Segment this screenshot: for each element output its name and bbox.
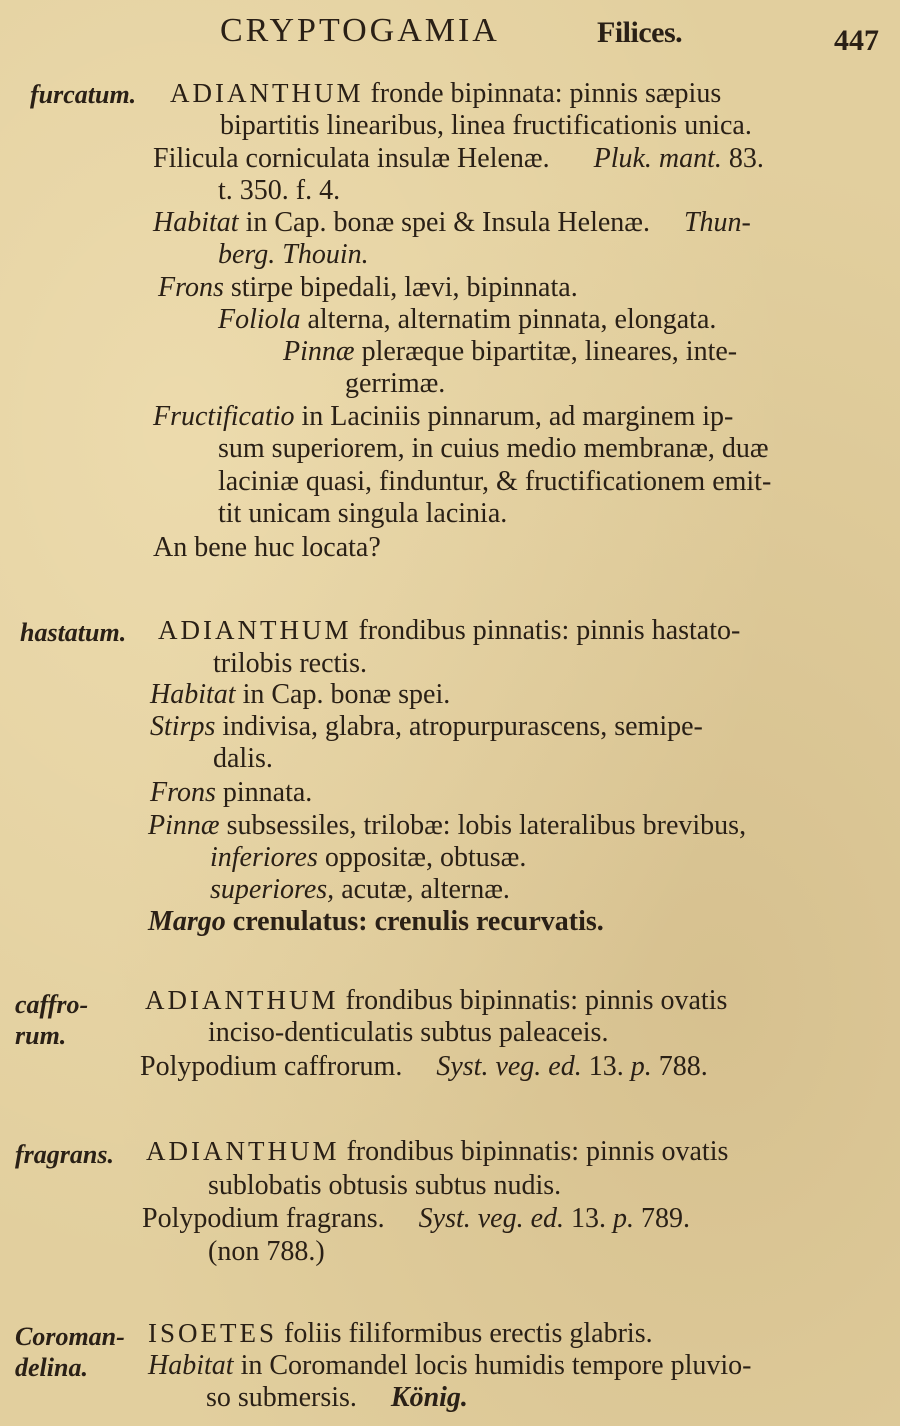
running-header <box>0 10 900 60</box>
term-text: stirpe bipedali, lævi, bipinnata. <box>230 272 578 303</box>
description-line: dalis. <box>213 743 273 774</box>
habitat-text: in Cap. bonæ spei & Insula Helenæ. <box>245 207 650 238</box>
description-line <box>148 810 746 841</box>
genus-name: ADIANTHUM <box>158 615 352 645</box>
synonym-text: Filicula corniculata insulæ Helenæ. <box>153 143 550 174</box>
description-line <box>148 906 604 937</box>
margin-name: caffro- <box>15 990 89 1019</box>
margin-name: delina. <box>15 1353 88 1382</box>
synonym-reference: Pluk. mant. <box>593 143 722 174</box>
description-line <box>218 304 716 335</box>
diagnosis-line: bipartitis linearibus, linea fructificationis unica. <box>220 110 752 141</box>
description-line <box>283 336 737 367</box>
description-line: laciniæ quasi, finduntur, & fructificationem emit- <box>218 466 772 497</box>
term-text: in Laciniis pinnarum, ad marginem ip- <box>301 401 734 432</box>
synonym-line <box>153 143 764 174</box>
habitat-label: Habitat <box>153 207 239 238</box>
synonym-line: t. 350. f. 4. <box>218 175 341 206</box>
diagnosis-text: fronde bipinnata: pinnis sæpius <box>370 78 722 109</box>
diagnosis-text: frondibus bipinnatis: pinnis ovatis <box>346 1136 729 1167</box>
synonym-line <box>142 1203 690 1234</box>
term-text: crenulatus: crenulis recurvatis. <box>232 906 604 937</box>
description-line: sum superiorem, in cuius medio membranæ, duæ <box>218 433 769 464</box>
term-text: pinnata. <box>222 777 313 808</box>
page-number: 447 <box>834 24 879 57</box>
margin-name: hastatum. <box>20 618 127 647</box>
header-subtitle: Filices. <box>597 16 683 49</box>
margin-name: furcatum. <box>30 80 137 109</box>
term-text: acutæ, alternæ. <box>341 874 510 905</box>
description-line <box>150 711 703 742</box>
diagnosis-line: sublobatis obtusis subtus nudis. <box>208 1170 562 1201</box>
description-line: tit unicam singula lacinia. <box>218 498 508 529</box>
genus-name: ADIANTHUM <box>146 1136 340 1166</box>
term-label: Frons <box>150 777 216 808</box>
habitat-author: Thun- <box>683 207 751 238</box>
habitat-line <box>206 1382 468 1413</box>
synonym-page: 788. <box>658 1051 708 1082</box>
diagnosis-line <box>158 615 740 646</box>
term-label: Frons <box>158 272 224 303</box>
term-text: subsessiles, trilobæ: lobis lateralibus brevibus, <box>226 810 747 841</box>
description-line <box>150 777 312 808</box>
term-text: oppositæ, obtusæ. <box>324 842 527 873</box>
habitat-line <box>218 239 369 270</box>
diagnosis-text: frondibus pinnatis: pinnis hastato- <box>358 615 741 646</box>
synonym-page: 789. <box>641 1203 691 1234</box>
diagnosis-line: trilobis rectis. <box>213 648 367 679</box>
term-label: Stirps <box>150 711 216 742</box>
diagnosis-line <box>146 1136 728 1167</box>
habitat-author: Thouin. <box>282 239 369 270</box>
synonym-edition: 13. <box>588 1051 624 1082</box>
diagnosis-line <box>170 78 721 109</box>
genus-name: ADIANTHUM <box>145 985 339 1015</box>
description-line <box>210 874 510 905</box>
diagnosis-text: foliis filiformibus erectis glabris. <box>284 1318 653 1349</box>
term-label: Pinnæ <box>283 336 355 367</box>
term-text: alterna, alternatim pinnata, elongata. <box>307 304 717 335</box>
habitat-text: in Coromandel locis humidis tempore pluvio- <box>240 1350 752 1381</box>
term-label: superiores, <box>210 874 335 905</box>
term-label: inferiores <box>210 842 318 873</box>
diagnosis-text: frondibus bipinnatis: pinnis ovatis <box>345 985 728 1016</box>
margin-name: Coroman- <box>15 1322 125 1351</box>
habitat-text: in Cap. bonæ spei. <box>242 679 451 710</box>
term-label: Foliola <box>218 304 301 335</box>
synonym-reference: Syst. veg. ed. <box>418 1203 565 1234</box>
synonym-line <box>140 1051 708 1082</box>
habitat-line <box>150 679 450 710</box>
synonym-page-label: p. <box>613 1203 635 1234</box>
synonym-reference: Syst. veg. ed. <box>436 1051 582 1082</box>
margin-name: rum. <box>15 1021 67 1050</box>
description-line: gerrimæ. <box>345 368 446 399</box>
term-text: pleræque bipartitæ, lineares, inte- <box>361 336 738 367</box>
description-line <box>210 842 526 873</box>
habitat-label: Habitat <box>148 1350 234 1381</box>
habitat-text: so submersis. <box>206 1382 357 1413</box>
header-title: CRYPTOGAMIA <box>220 12 500 49</box>
margin-name: fragrans. <box>15 1140 114 1169</box>
genus-name: ADIANTHUM <box>170 78 364 108</box>
synonym-edition: 13. <box>571 1203 607 1234</box>
description-line <box>158 272 578 303</box>
term-text: indivisa, glabra, atropurpurascens, semipe- <box>222 711 703 742</box>
synonym-page-label: p. <box>630 1051 652 1082</box>
habitat-line <box>148 1350 752 1381</box>
synonym-text: Polypodium caffrorum. <box>140 1051 403 1082</box>
diagnosis-line <box>148 1318 653 1349</box>
term-label: Margo <box>148 906 226 937</box>
habitat-label: Habitat <box>150 679 236 710</box>
genus-name: ISOETES <box>148 1318 277 1348</box>
diagnosis-line: inciso-denticulatis subtus paleaceis. <box>208 1017 609 1048</box>
note-line: An bene huc locata? <box>153 532 381 563</box>
synonym-page: 83. <box>728 143 764 174</box>
synonym-line: (non 788.) <box>208 1236 325 1267</box>
habitat-author: König. <box>390 1382 468 1413</box>
habitat-line <box>153 207 751 238</box>
description-line <box>153 401 733 432</box>
term-label: Fructificatio <box>153 401 295 432</box>
diagnosis-line <box>145 985 727 1016</box>
habitat-author: berg. <box>218 239 276 270</box>
synonym-text: Polypodium fragrans. <box>142 1203 385 1234</box>
term-label: Pinnæ <box>148 810 220 841</box>
